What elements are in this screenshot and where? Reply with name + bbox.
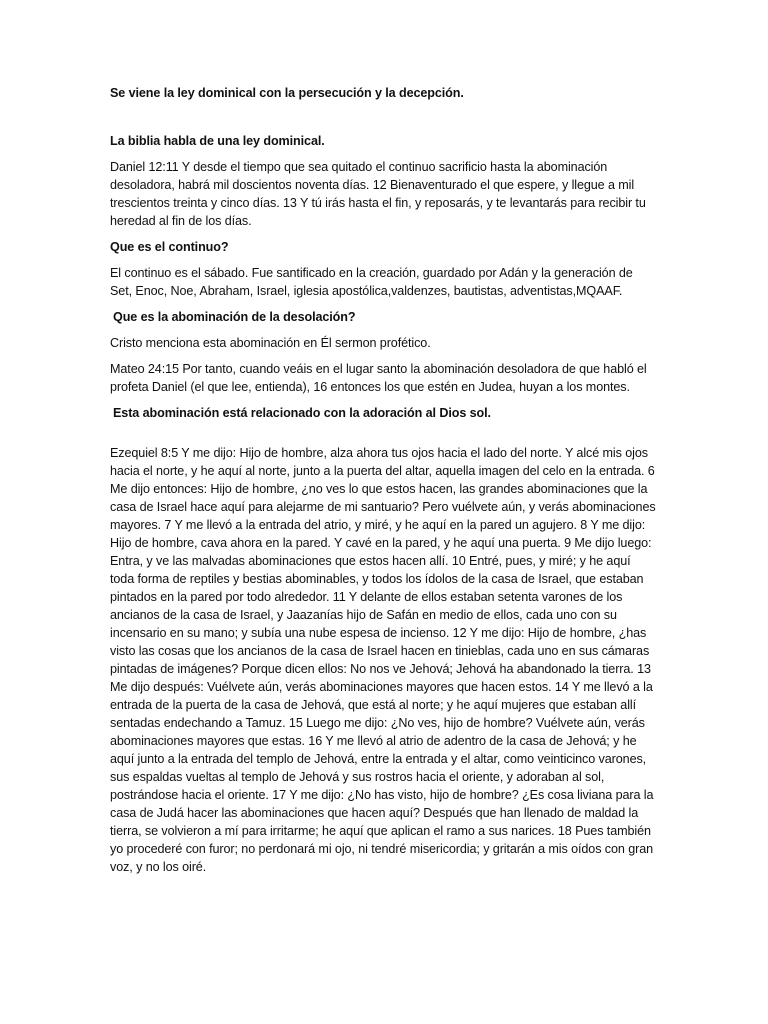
document-title: Se viene la ley dominical con la persecución y la decepción. <box>110 86 464 100</box>
heading-biblia: La biblia habla de una ley dominical. <box>110 134 325 148</box>
paragraph-cristo: Cristo menciona esta abominación en Él sermon profético. <box>110 336 431 350</box>
paragraph-mateo: Mateo 24:15 Por tanto, cuando veáis en el lugar santo la abominación desoladora de que habló el profeta Daniel (el que lee, entienda), 16 entonces los que estén en Judea, huyan a los montes. <box>110 362 647 394</box>
paragraph-ezequiel: Ezequiel 8:5 Y me dijo: Hijo de hombre, alza ahora tus ojos hacia el lado del norte. Y alcé mis ojos hacia el norte, y he aquí al norte, junto a la puerta del altar, aquella imagen del celo en la entrada. 6 Me dijo entonces: Hijo de hombre, ¿no ves lo que estos hacen, las grandes abominaciones que la casa de Israel hace aquí para alejarme de mi santuario? Pero vuélvete aún, y verás abominaciones mayores. 7 Y me llevó a la entrada del atrio, y miré, y he aquí en la pared un agujero. 8 Y me dijo: Hijo de hombre, cava ahora en la pared. Y cavé en la pared, y he aquí una puerta. 9 Me dijo luego: Entra, y ve las malvadas abominaciones que estos hacen allí. 10 Entré, pues, y miré; y he aquí toda forma de reptiles y bestias abominables, y todos los ídolos de la casa de Israel, que estaban pintados en la pared por todo alrededor. 11 Y delante de ellos estaban setenta varones de los ancianos de la casa de Israel, y Jaazanías hijo de Safán en medio de ellos, cada uno con su incensario en su mano; y subía una nube espesa de incienso. 12 Y me dijo: Hijo de hombre, ¿has visto las cosas que los ancianos de la casa de Israel hacen en tinieblas, cada uno en sus cámaras pintadas de imágenes? Porque dicen ellos: No nos ve Jehová; Jehová ha abandonado la tierra. 13 Me dijo después: Vuélvete aún, verás abominaciones mayores que hacen estos. 14 Y me llevó a la entrada de la puerta de la casa de Jehová, que está al norte; y he aquí mujeres que estaban allí sentadas endechando a Tamuz. 15 Luego me dijo: ¿No ves, hijo de hombre? Vuélvete aún, verás abominaciones mayores que estas. 16 Y me llevó al atrio de adentro de la casa de Jehová; y he aquí junto a la entrada del templo de Jehová, entre la entrada y el altar, como veinticinco varones, sus espaldas vueltas al templo de Jehová y sus rostros hacia el oriente, y adoraban al sol, postrándose hacia el oriente. 17 Y me dijo: ¿No has visto, hijo de hombre? ¿Es cosa liviana para la casa de Judá hacer las abominaciones que hacen aquí? Después que han llenado de maldad la tierra, se volvieron a mí para irritarme; he aquí que aplican el ramo a sus narices. 18 Pues también yo procederé con furor; no perdonará mi ojo, ni tendré misericordia; y gritarán a mis oídos con gran voz, y no los oiré. <box>110 446 656 874</box>
document-page <box>110 84 658 884</box>
paragraph-daniel: Daniel 12:11 Y desde el tiempo que sea quitado el continuo sacrificio hasta la abominación desoladora, habrá mil doscientos noventa días. 12 Bienaventurado el que espere, y llegue a mil trescientos treinta y cinco días. 13 Y tú irás hasta el fin, y reposarás, y te levantarás para recibir tu heredad al fin de los días. <box>110 160 646 228</box>
statement-sol: Esta abominación está relacionado con la adoración al Dios sol. <box>113 406 491 420</box>
paragraph-continuo: El continuo es el sábado. Fue santificado en la creación, guardado por Adán y la generación de Set, Enoc, Noe, Abraham, Israel, iglesia apostólica,valdenzes, bautistas, adventistas,MQAAF. <box>110 266 633 298</box>
question-continuo: Que es el continuo? <box>110 240 229 254</box>
question-abominacion: Que es la abominación de la desolación? <box>113 310 356 324</box>
